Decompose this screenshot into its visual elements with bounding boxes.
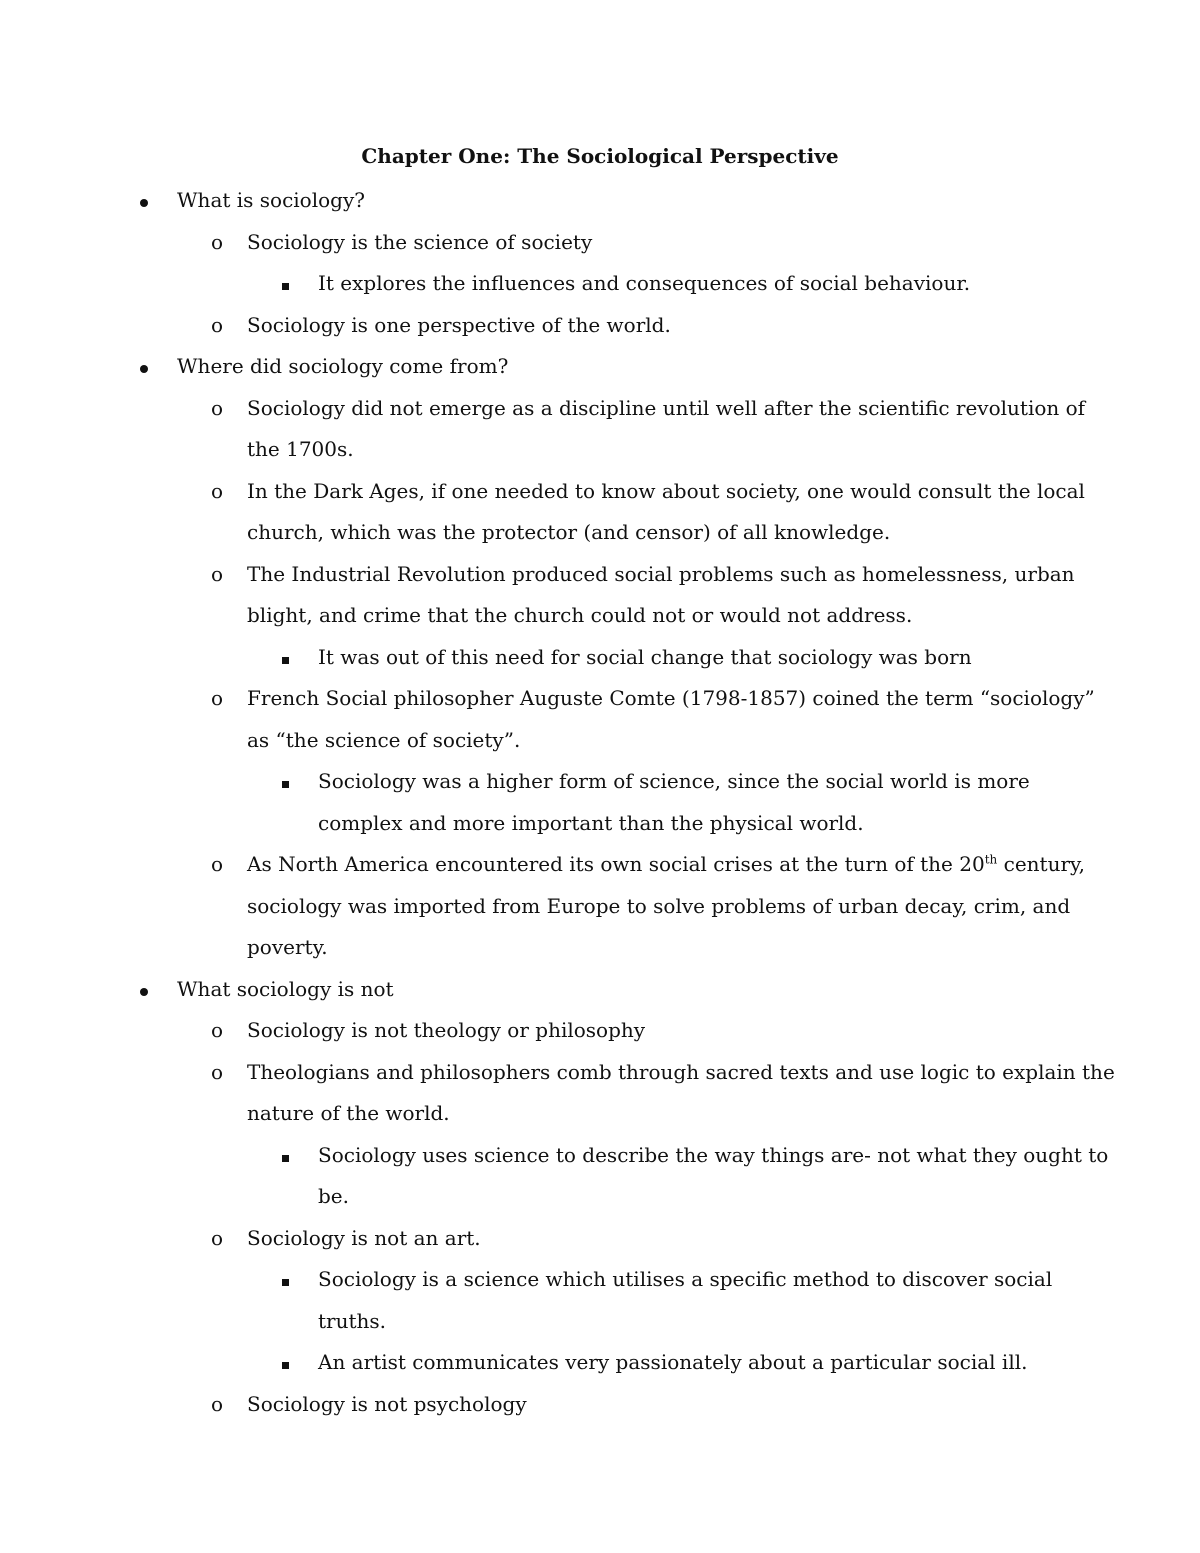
list-item: It was out of this need for social change that sociology was born xyxy=(0,637,1200,679)
list-item: It explores the influences and consequences of social behaviour. xyxy=(0,263,1200,305)
circle-bullet-icon: o xyxy=(211,478,224,503)
list-item: o In the Dark Ages, if one needed to know about society, one would consult the local xyxy=(0,471,1200,513)
list-item: Sociology was a higher form of science, since the social world is more xyxy=(0,761,1200,803)
list-item: o Sociology is not psychology xyxy=(0,1384,1200,1426)
list-item: o Theologians and philosophers comb through sacred texts and use logic to explain the xyxy=(0,1052,1200,1094)
circle-bullet-icon: o xyxy=(211,686,224,710)
list-item-continuation: sociology was imported from Europe to solve problems of urban decay, crim, and xyxy=(247,893,1071,918)
list-item: o Sociology is the science of society xyxy=(0,222,1200,264)
list-item: What sociology is not xyxy=(0,969,1200,1011)
list-item-continuation: complex and more important than the physical world. xyxy=(318,810,864,835)
outline-list xyxy=(0,180,1200,1425)
square-bullet-icon xyxy=(282,637,289,679)
bullet-icon xyxy=(140,969,148,1011)
list-item: What is sociology? xyxy=(0,180,1200,222)
square-bullet-icon xyxy=(282,1135,289,1177)
square-bullet-icon xyxy=(282,1342,289,1384)
circle-bullet-icon: o xyxy=(211,1391,224,1416)
list-item: o Sociology is not theology or philosophy xyxy=(0,1010,1200,1052)
list-item: An artist communicates very passionately about a particular social ill. xyxy=(0,1342,1200,1384)
circle-bullet-icon: o xyxy=(211,312,224,337)
list-item: o As North America encountered its own social crises at the turn of the 20th century, xyxy=(0,844,1200,886)
list-item: o Sociology is one perspective of the world. xyxy=(0,305,1200,347)
list-item-continuation: as “the science of society”. xyxy=(247,727,521,752)
list-item: Sociology is a science which utilises a specific method to discover social xyxy=(0,1259,1200,1301)
square-bullet-icon xyxy=(282,1259,289,1301)
circle-bullet-icon: o xyxy=(211,1059,224,1084)
bullet-icon xyxy=(140,180,148,222)
circle-bullet-icon: o xyxy=(211,229,224,254)
list-item-continuation: be. xyxy=(318,1184,349,1208)
list-item-continuation: nature of the world. xyxy=(247,1101,450,1125)
bullet-icon xyxy=(140,346,148,388)
list-item: o The Industrial Revolution produced social problems such as homelessness, urban xyxy=(0,554,1200,596)
circle-bullet-icon: o xyxy=(211,1225,224,1250)
list-item-continuation: truths. xyxy=(318,1308,387,1333)
list-item-continuation: poverty. xyxy=(247,935,328,959)
list-item-continuation: blight, and crime that the church could not or would not address. xyxy=(247,603,913,627)
circle-bullet-icon: o xyxy=(211,561,224,586)
list-item: o French Social philosopher Auguste Comte (1798-1857) coined the term “sociology” xyxy=(0,678,1200,720)
square-bullet-icon xyxy=(282,263,289,305)
list-item-continuation: the 1700s. xyxy=(247,437,354,461)
circle-bullet-icon: o xyxy=(211,1018,224,1042)
circle-bullet-icon: o xyxy=(211,395,224,420)
list-item: Sociology uses science to describe the way things are- not what they ought to xyxy=(0,1135,1200,1177)
square-bullet-icon xyxy=(282,761,289,803)
circle-bullet-icon: o xyxy=(211,852,224,876)
list-item: Where did sociology come from? xyxy=(0,346,1200,388)
list-item: o Sociology is not an art. xyxy=(0,1218,1200,1260)
page-title: Chapter One: The Sociological Perspective xyxy=(361,144,839,168)
list-item-continuation: church, which was the protector (and censor) of all knowledge. xyxy=(247,520,891,544)
list-item: o Sociology did not emerge as a discipline until well after the scientific revolution of xyxy=(0,388,1200,430)
